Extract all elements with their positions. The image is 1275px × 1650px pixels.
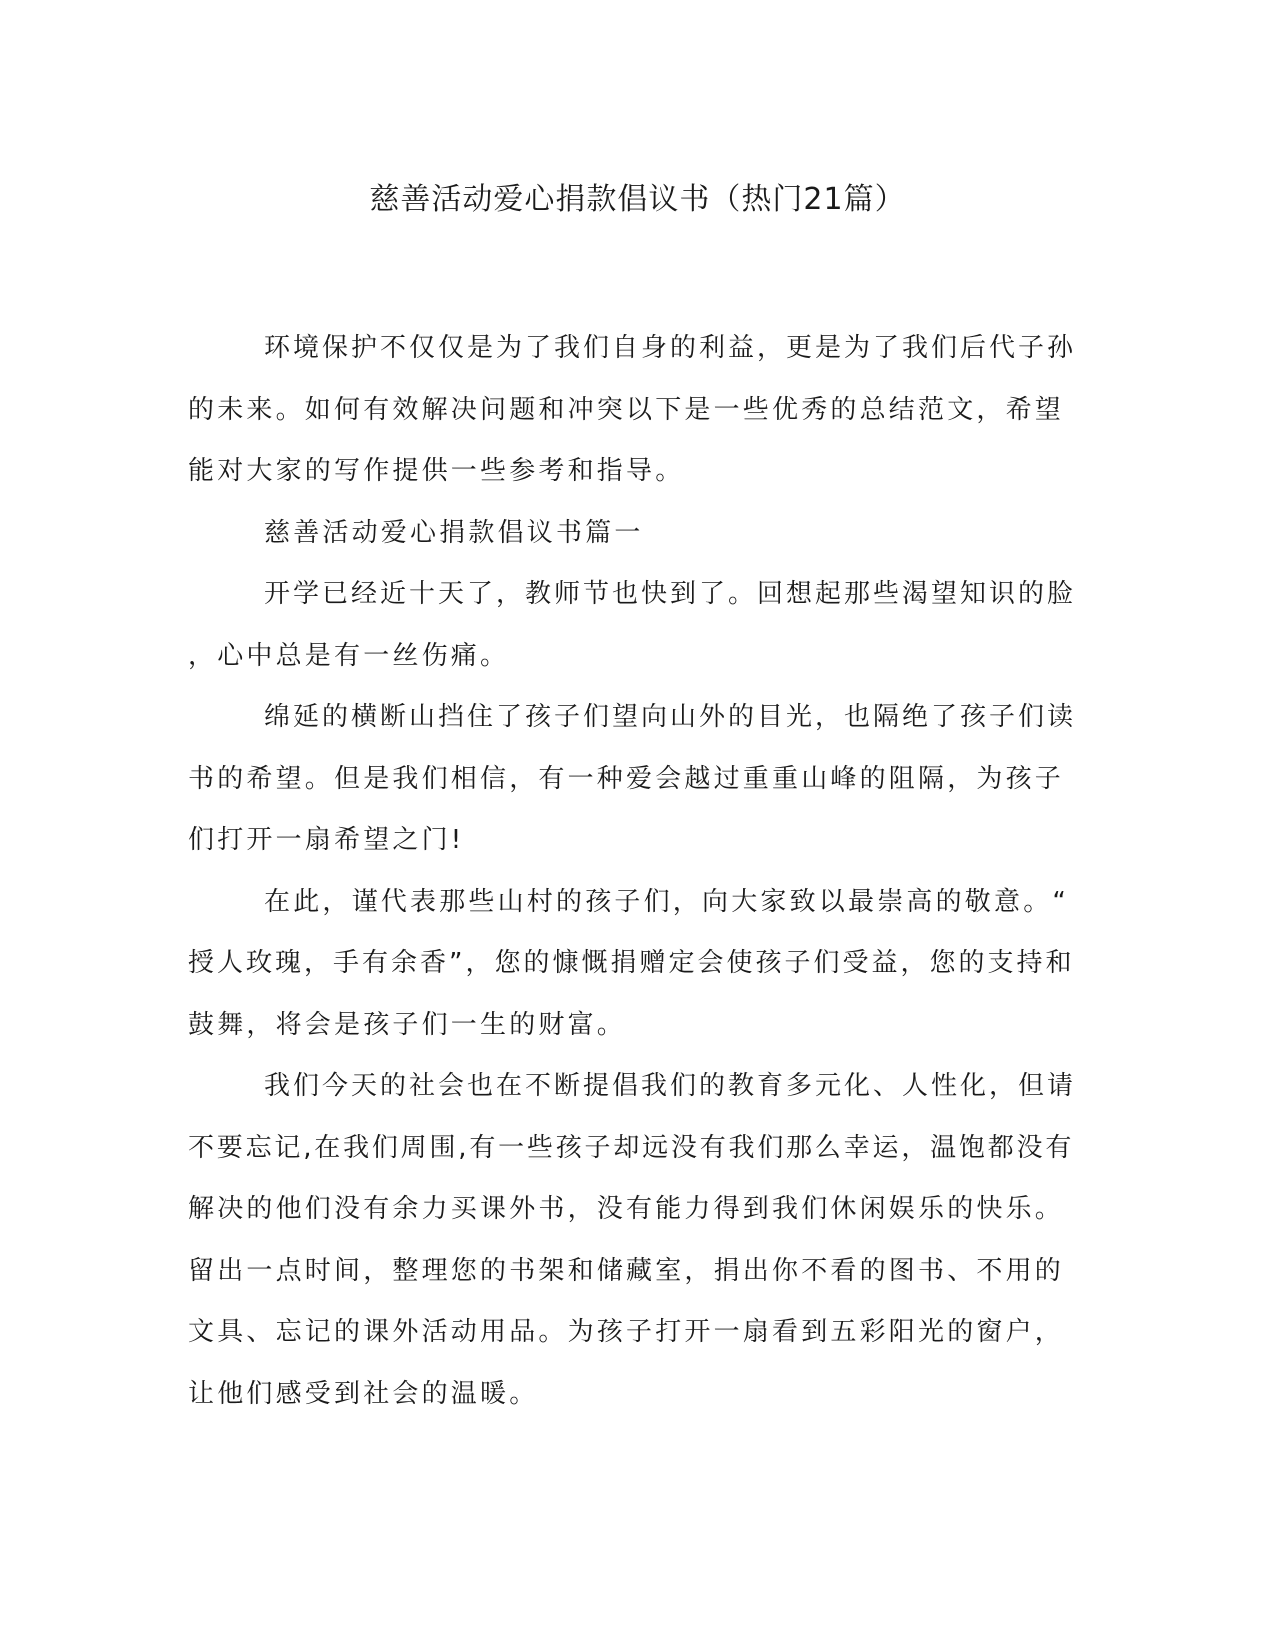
body-line: ，心中总是有一丝伤痛。 [188,640,510,671]
body-line: 不要忘记,在我们周围,有一些孩子却远没有我们那么幸运，温饱都没有 [188,1132,1075,1163]
body-line: 让他们感受到社会的温暖。 [188,1378,539,1409]
document-title: 慈善活动爱心捐款倡议书（热门21篇） [369,182,906,217]
body-line: 开学已经近十天了，教师节也快到了。回想起那些渴望知识的脸 [264,579,1077,609]
body-line: 授人玫瑰，手有余香”，您的慷慨捐赠定会使孩子们受益，您的支持和 [188,948,1075,978]
body-line: 留出一点时间，整理您的书架和储藏室，捐出你不看的图书、不用的 [188,1255,1065,1286]
body-line: 我们今天的社会也在不断提倡我们的教育多元化、人性化，但请 [264,1071,1077,1101]
body-line: 的未来。如何有效解决问题和冲突以下是一些优秀的总结范文，希望 [188,394,1065,425]
body-line: 鼓舞，将会是孩子们一生的财富。 [188,1009,627,1040]
body-line: 在此，谨代表那些山村的孩子们，向大家致以最崇高的敬意。“ [264,886,1070,917]
document-body [188,318,1078,1425]
body-line: 书的希望。但是我们相信，有一种爱会越过重重山峰的阻隔，为孩子 [188,763,1065,794]
body-line: 能对大家的写作提供一些参考和指导。 [188,456,685,486]
body-line: 环境保护不仅仅是为了我们自身的利益，更是为了我们后代子孙 [264,333,1077,363]
body-line: 文具、忘记的课外活动用品。为孩子打开一扇看到五彩阳光的窗户， [188,1317,1065,1347]
body-line: 解决的他们没有余力买课外书，没有能力得到我们休闲娱乐的快乐。 [188,1194,1065,1224]
body-line: 们打开一扇希望之门! [188,825,465,855]
section-heading: 慈善活动爱心捐款倡议书篇一 [264,517,644,548]
body-line: 绵延的横断山挡住了孩子们望向山外的目光，也隔绝了孩子们读 [264,702,1077,732]
